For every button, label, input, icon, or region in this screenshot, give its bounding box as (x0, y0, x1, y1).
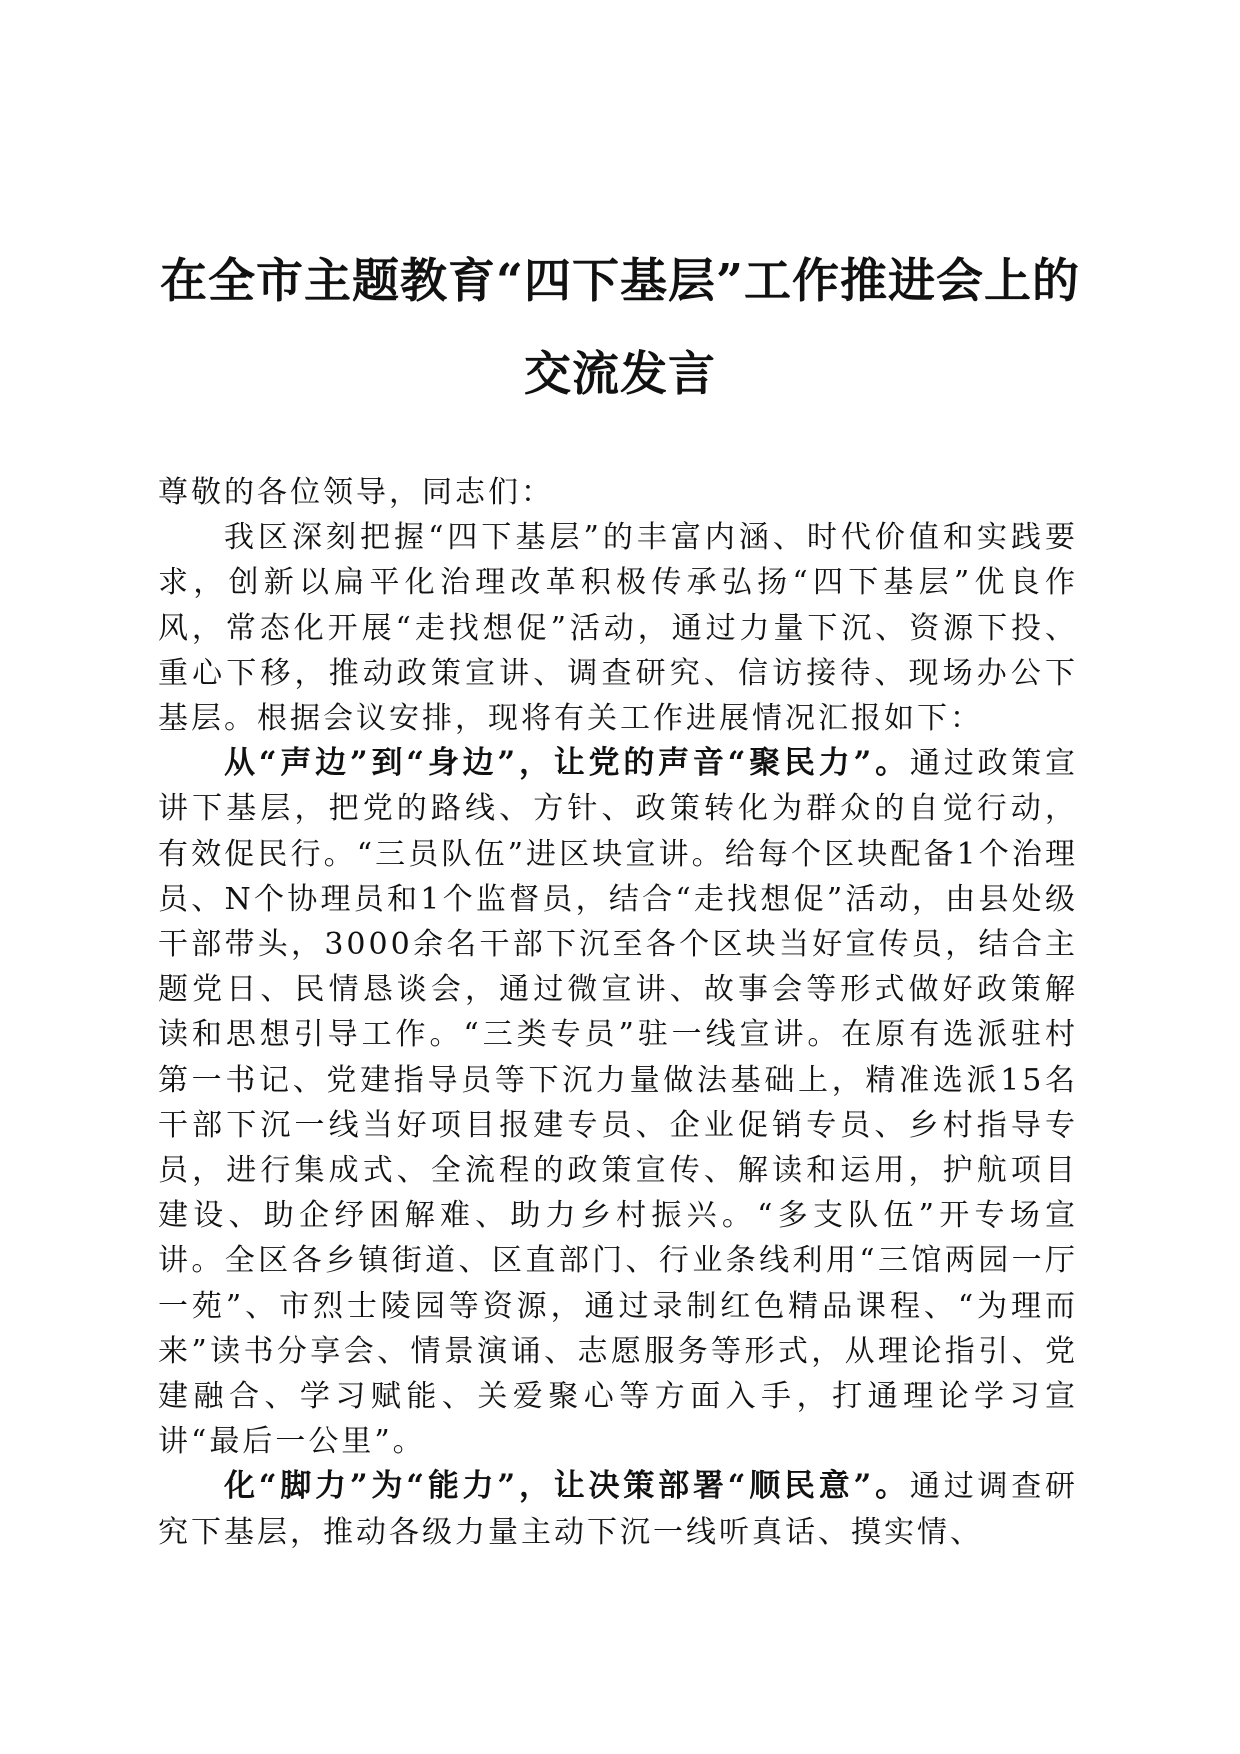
paragraph-text: 通过政策宣讲下基层，把党的路线、方针、政策转化为群众的自觉行动，有效促民行。“三员队伍”进区块宣讲。给每个区块配备1个治理员、N个协理员和1个监督员，结合“走找想促”活动，由县处级干部带头，3000余名干部下沉至各个区块当好宣传员，结合主题党日、民情恳谈会，通过微宣讲、故事会等形式做好政策解读和思想引导工作。“三类专员”驻一线宣讲。在原有选派驻村第一书记、党建指导员等下沉力量做法基础上，精准选派15名干部下沉一线当好项目报建专员、企业促销专员、乡村指导专员，进行集成式、全流程的政策宣传、解读和运用，护航项目建设、助企纾困解难、助力乡村振兴。“多支队伍”开专场宣讲。全区各乡镇街道、区直部门、行业条线利用“三馆两园一厅一苑”、市烈士陵园等资源，通过录制红色精品课程、“为理而来”读书分享会、情景演诵、志愿服务等形式，从理论指引、党建融合、学习赋能、关爱聚心等方面入手，打通理论学习宣讲“最后一公里”。 (158, 746, 1078, 1460)
paragraph-lead: 化“脚力”为“能力”，让决策部署“顺民意”。 (224, 1468, 910, 1505)
paragraph-policy-outreach (158, 741, 1078, 1464)
document-body (158, 470, 1078, 1555)
paragraph-lead: 从“声边”到“身边”，让党的声音“聚民力”。 (224, 745, 910, 782)
paragraph-intro (158, 515, 1078, 741)
document-title-line-1: 在全市主题教育“四下基层”工作推进会上的 (159, 254, 1081, 309)
paragraph-text: 通过调查研究下基层，推动各级力量主动下沉一线听真话、摸实情、 (158, 1469, 1078, 1550)
salutation: 尊敬的各位领导，同志们： (158, 475, 554, 510)
paragraph-research (158, 1464, 1078, 1554)
document-title-line-2: 交流发言 (524, 347, 716, 402)
paragraph-text: 我区深刻把握“四下基层”的丰富内涵、时代价值和实践要求，创新以扁平化治理改革积极传承弘扬“四下基层”优良作风，常态化开展“走找想促”活动，通过力量下沉、资源下投、重心下移，推动政策宣讲、调查研究、信访接待、现场办公下基层。根据会议安排，现将有关工作进展情况汇报如下： (158, 520, 1078, 737)
